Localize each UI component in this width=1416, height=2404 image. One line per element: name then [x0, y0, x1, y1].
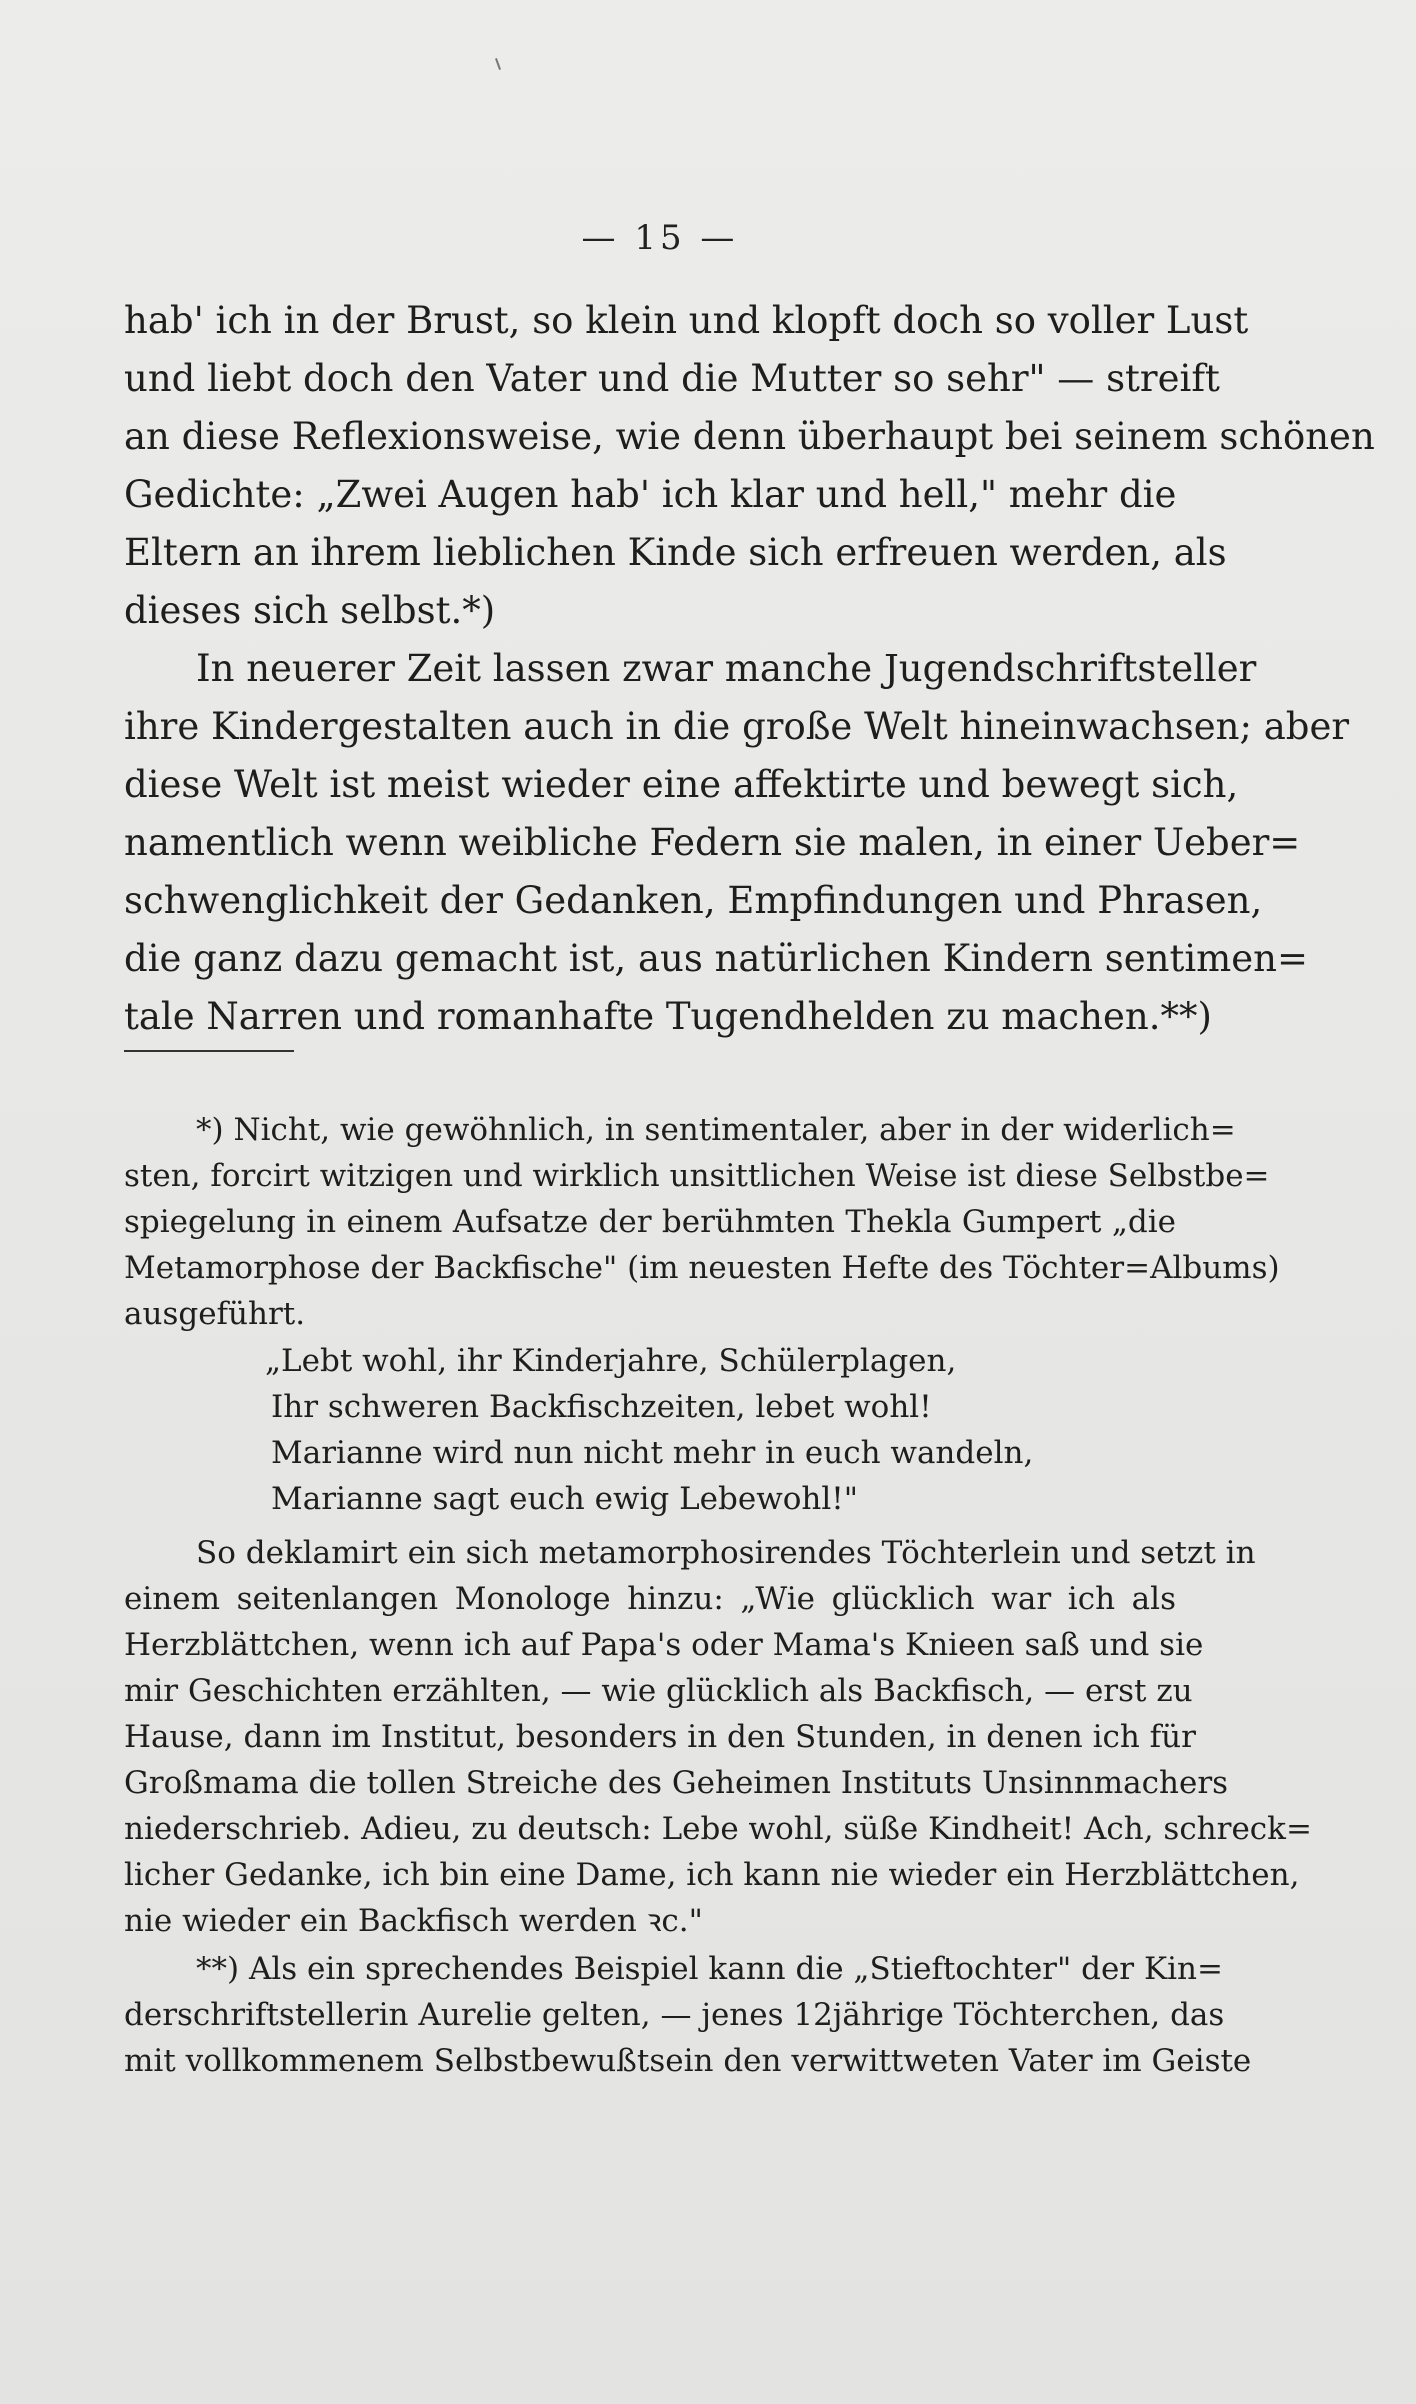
text-line: dieses sich selbst.*) — [124, 589, 496, 632]
footnote-line: derschriftstellerin Aurelie gelten, — jenes 12jährige Töchterchen, das — [124, 1997, 1225, 2033]
text-line: Eltern an ihrem lieblichen Kinde sich erfreuen werden, als — [124, 531, 1227, 574]
verse-line: Marianne wird nun nicht mehr in euch wandeln, — [271, 1435, 1034, 1471]
footnote-line: spiegelung in einem Aufsatze der berühmten Thekla Gumpert „die — [124, 1204, 1176, 1240]
text-line: und liebt doch den Vater und die Mutter so sehr" — streift — [124, 357, 1220, 400]
footnote-line: einem seitenlangen Monologe hinzu: „Wie glücklich war ich als — [124, 1581, 1176, 1617]
footnote-2 — [124, 1946, 1252, 2084]
verse-quote — [265, 1338, 1065, 1522]
text-line: tale Narren und romanhafte Tugendhelden zu machen.**) — [124, 995, 1212, 1038]
text-line: diese Welt ist meist wieder eine affektirte und bewegt sich, — [124, 763, 1239, 806]
footnote-separator-block — [124, 1050, 1176, 1052]
print-mark — [495, 58, 501, 70]
footnote-line: ausgeführt. — [124, 1296, 306, 1332]
footnote-line: *) Nicht, wie gewöhnlich, in sentimentaler, aber in der widerlich= — [196, 1112, 1236, 1148]
text-line: hab' ich in der Brust, so klein und klopft doch so voller Lust — [124, 299, 1249, 342]
verse-line: Marianne sagt euch ewig Lebewohl!" — [271, 1481, 859, 1517]
footnote-line: sten, forcirt witzigen und wirklich unsittlichen Weise ist diese Selbstbe= — [124, 1158, 1270, 1194]
verse-line: „Lebt wohl, ihr Kinderjahre, Schülerplagen, — [265, 1343, 957, 1379]
text-line: Gedichte: „Zwei Augen hab' ich klar und hell," mehr die — [124, 473, 1177, 516]
footnote-line: licher Gedanke, ich bin eine Dame, ich kann nie wieder ein Herzblättchen, — [124, 1857, 1300, 1893]
footnote-line: So deklamirt ein sich metamorphosirendes Töchterlein und setzt in — [196, 1535, 1256, 1571]
page-number: — 15 — — [581, 218, 739, 258]
text-line: In neuerer Zeit lassen zwar manche Jugendschriftsteller — [196, 647, 1257, 690]
footnote-line: nie wieder ein Backfisch werden ꝛc." — [124, 1903, 703, 1939]
text-line: die ganz dazu gemacht ist, aus natürlichen Kindern sentimen= — [124, 937, 1308, 980]
footnote-line: Hause, dann im Institut, besonders in den Stunden, in denen ich für — [124, 1719, 1196, 1755]
text-line: ihre Kindergestalten auch in die große Welt hineinwachsen; aber — [124, 705, 1350, 748]
verse-line: Ihr schweren Backfischzeiten, lebet wohl! — [271, 1389, 932, 1425]
footnote-rule — [124, 1050, 294, 1052]
text-line: an diese Reflexionsweise, wie denn überhaupt bei seinem schönen — [124, 415, 1375, 458]
footnote-line: Herzblättchen, wenn ich auf Papa's oder Mama's Knieen saß und sie — [124, 1627, 1204, 1663]
footnote-1-continuation — [124, 1530, 1312, 1944]
footnote-line: niederschrieb. Adieu, zu deutsch: Lebe wohl, süße Kindheit! Ach, schreck= — [124, 1811, 1312, 1847]
text-line: schwenglichkeit der Gedanken, Empfindungen und Phrasen, — [124, 879, 1263, 922]
footnote-line: mir Geschichten erzählten, — wie glücklich als Backfisch, — erst zu — [124, 1673, 1193, 1709]
footnote-line: mit vollkommenem Selbstbewußtsein den verwittweten Vater im Geiste — [124, 2043, 1252, 2079]
footnote-1 — [124, 1107, 1280, 1337]
main-text — [124, 292, 1375, 1046]
footnote-line: **) Als ein sprechendes Beispiel kann die „Stieftochter" der Kin= — [196, 1951, 1223, 1987]
footnote-line: Metamorphose der Backfische" (im neuesten Hefte des Töchter=Albums) — [124, 1250, 1280, 1286]
text-line: namentlich wenn weibliche Federn sie malen, in einer Ueber= — [124, 821, 1301, 864]
footnote-line: Großmama die tollen Streiche des Geheimen Instituts Unsinnmachers — [124, 1765, 1229, 1801]
